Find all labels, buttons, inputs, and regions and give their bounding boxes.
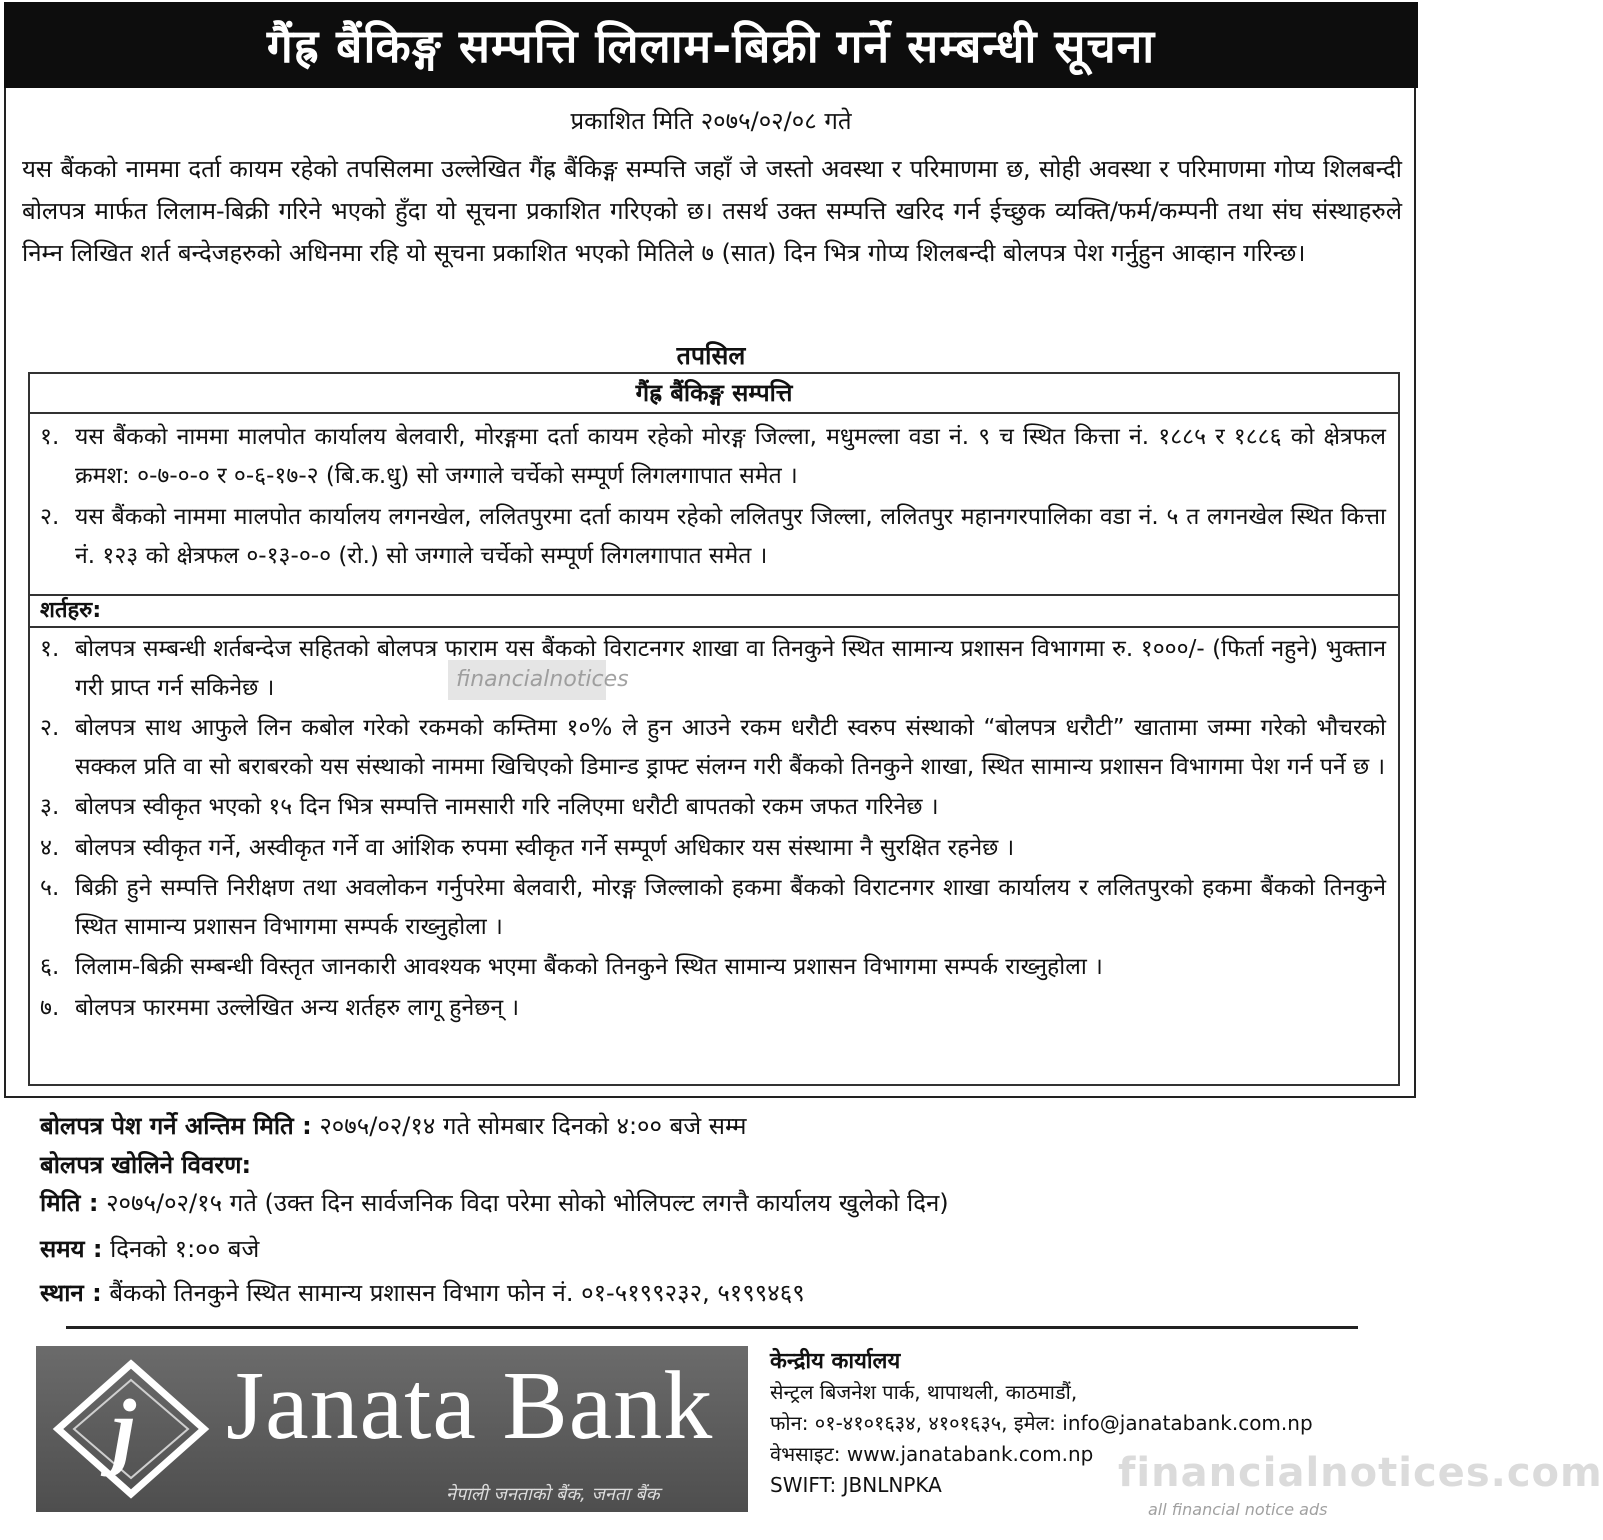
opening-heading: बोलपत्र खोलिने विवरण: bbox=[40, 1151, 252, 1179]
published-date: प्रकाशित मिति २०७५/०२/०८ गते bbox=[570, 107, 852, 135]
list-item bbox=[30, 869, 1398, 946]
watermark-big: financialnotices.com bbox=[1118, 1450, 1603, 1496]
item-number: ५. bbox=[40, 875, 60, 901]
office-swift: SWIFT: JBNLNPKA bbox=[770, 1473, 942, 1497]
bank-name: Janata Bank bbox=[226, 1352, 714, 1460]
item-number: १. bbox=[40, 636, 60, 662]
list-item bbox=[30, 498, 1398, 576]
terms-list bbox=[30, 628, 1398, 1027]
item-text: बोलपत्र साथ आफुले लिन कबोल गरेको रकमको कम्तिमा १०% ले हुन आउने रकम धरौटी स्वरुप संस्थाको “बोलपत्र धरौटी” खातामा जम्मा गरेको भौचरको सक्कल प्रति वा सो बराबरको यस संस्थाको नाममा खिचिएको डिमान्ड ड्राफ्ट संलग्न गरी बैंकको तिनकुने शाखा, स्थित सामान्य प्रशासन विभागमा पेश गर्न पर्ने छ । bbox=[75, 715, 1386, 780]
deadline-label: बोलपत्र पेश गर्ने अन्तिम मिति : bbox=[40, 1112, 312, 1140]
item-number: ४. bbox=[40, 834, 60, 861]
deadline-line bbox=[40, 1106, 747, 1146]
list-item bbox=[30, 788, 1398, 827]
opening-time-line bbox=[40, 1232, 259, 1265]
item-text: बोलपत्र सम्बन्धी शर्तबन्देज सहितको बोलपत्र फाराम यस बैंकको विराटनगर शाखा वा तिनकुने स्थित सामान्य प्रशासन विभागमा रु. १०००/- (फिर्ता नहुने) भुक्तान गरी प्राप्त गर्न सकिनेछ । bbox=[75, 636, 1386, 701]
office-phone: फोन: ०१-४१०१६३४, ४१०१६३५, इमेल: info@janatabank.com.np bbox=[770, 1411, 1313, 1435]
list-item bbox=[30, 989, 1398, 1028]
footer-divider bbox=[66, 1326, 1358, 1329]
list-item bbox=[30, 630, 1398, 707]
schedule-title: तपसिल bbox=[676, 341, 746, 370]
item-text: यस बैंकको नाममा मालपोत कार्यालय बेलवारी, मोरङ्गमा दर्ता कायम रहेको मोरङ्ग जिल्ला, मधुमल्ला वडा नं. ९ च स्थित कित्ता नं. १८८५ र १८८६ को क्षेत्रफल क्रमश: ०-७-०-० र ०-६-१७-२ (बि.क.धु) सो जग्गाले चर्चेको सम्पूर्ण लिगलगापात समेत । bbox=[75, 424, 1386, 489]
list-item bbox=[30, 948, 1398, 987]
item-text: यस बैंकको नाममा मालपोत कार्यालय लगनखेल, ललितपुरमा दर्ता कायम रहेको ललितपुर जिल्ला, ललितपुर महानगरपालिका वडा नं. ५ त लगनखेल स्थित कित्ता नं. १२३ को क्षेत्रफल ०-१३-०-० (रो.) सो जग्गाले चर्चेको सम्पूर्ण लिगलगापात समेत । bbox=[75, 504, 1386, 569]
deadline-value: २०७५/०२/१४ गते सोमबार दिनको ४:०० बजे सम्म bbox=[319, 1112, 747, 1140]
assets-list bbox=[30, 414, 1398, 576]
terms-box bbox=[28, 596, 1400, 1086]
assets-heading: गैंह्र बैंकिङ्ग सम्पत्ति bbox=[30, 374, 1398, 414]
intro-paragraph: यस बैंकको नाममा दर्ता कायम रहेको तपसिलमा उल्लेखित गैंह्र बैंकिङ्ग सम्पत्ति जहाँ जे जस्तो अवस्था र परिमाणमा छ, सोही अवस्था र परिमाणमा गोप्य शिलबन्दी बोलपत्र मार्फत लिलाम-बिक्री गरिने भएको हुँदा यो सूचना प्रकाशित गरिएको छ। तसर्थ उक्त सम्पत्ति खरिद गर्न ईच्छुक व्यक्ति/फर्म/कम्पनी तथा संघ संस्थाहरुले निम्न लिखित शर्त बन्देजहरुको अधिनमा रहि यो सूचना प्रकाशित भएको मितिले ७ (सात) दिन भित्र गोप्य शिलबन्दी बोलपत्र पेश गर्नुहुन आव्हान गरिन्छ। bbox=[22, 155, 1402, 267]
item-number: १. bbox=[40, 424, 60, 450]
opening-place-label: स्थान : bbox=[40, 1279, 102, 1307]
item-number: ३. bbox=[40, 794, 60, 820]
watermark-small: all financial notice ads bbox=[1148, 1500, 1328, 1519]
office-heading: केन्द्रीय कार्यालय bbox=[770, 1349, 901, 1374]
opening-time-label: समय : bbox=[40, 1235, 103, 1263]
item-text: बोलपत्र फारममा उल्लेखित अन्य शर्तहरु लागू हुनेछन् । bbox=[75, 994, 520, 1021]
office-address: सेन्ट्रल बिजनेश पार्क, थापाथली, काठमाडौं, bbox=[770, 1380, 1078, 1404]
watermark-mid: financialnotices bbox=[448, 660, 606, 700]
assets-box bbox=[28, 372, 1400, 596]
item-number: २. bbox=[40, 715, 60, 741]
terms-heading: शर्तहरु: bbox=[30, 596, 1398, 628]
item-text: बोलपत्र स्वीकृत भएको १५ दिन भित्र सम्पत्ति नामसारी गरि नलिएमा धरौटी बापतको रकम जफत गरिनेछ । bbox=[75, 794, 939, 820]
item-number: ७. bbox=[40, 994, 60, 1021]
office-website: वेभसाइट: www.janatabank.com.np bbox=[770, 1442, 1094, 1466]
item-text: बोलपत्र स्वीकृत गर्ने, अस्वीकृत गर्ने वा आंशिक रुपमा स्वीकृत गर्ने सम्पूर्ण अधिकार यस संस्थामा नै सुरक्षित रहनेछ । bbox=[75, 834, 1015, 861]
item-text: बिक्री हुने सम्पत्ति निरीक्षण तथा अवलोकन गर्नुपरेमा बेलवारी, मोरङ्ग जिल्लाको हकमा बैंकको विराटनगर शाखा कार्यालय र ललितपुरको हकमा बैंकको तिनकुने स्थित सामान्य प्रशासन विभागमा सम्पर्क राख्नुहोला । bbox=[75, 875, 1386, 940]
list-item bbox=[30, 829, 1398, 868]
item-text: लिलाम-बिक्री सम्बन्धी विस्तृत जानकारी आवश्यक भएमा बैंकको तिनकुने स्थित सामान्य प्रशासन विभागमा सम्पर्क राख्नुहोला । bbox=[75, 954, 1103, 980]
notice-title: गैंह्र बैंकिङ्ग सम्पत्ति लिलाम-बिक्री गर्ने सम्बन्धी सूचना bbox=[4, 2, 1418, 88]
bank-tagline: नेपाली जनताको बैंक, जनता बैंक bbox=[446, 1484, 660, 1505]
opening-date-label: मिति : bbox=[40, 1189, 99, 1217]
list-item bbox=[30, 709, 1398, 786]
opening-place-line bbox=[40, 1276, 805, 1309]
list-item bbox=[30, 418, 1398, 496]
bank-logo bbox=[36, 1346, 748, 1512]
opening-date-value: २०७५/०२/१५ गते (उक्त दिन सार्वजनिक विदा परेमा सोको भोलिपल्ट लगत्तै कार्यालय खुलेको दिन) bbox=[106, 1189, 949, 1217]
opening-date-line bbox=[40, 1186, 949, 1219]
opening-place-value: बैंकको तिनकुने स्थित सामान्य प्रशासन विभाग फोन नं. ०१-५१९९२३२, ५१९९४६९ bbox=[109, 1279, 805, 1307]
opening-time-value: दिनको १:०० बजे bbox=[110, 1235, 260, 1263]
item-number: २. bbox=[40, 504, 60, 530]
item-number: ६. bbox=[40, 954, 60, 980]
svg-text:j: j bbox=[112, 1381, 136, 1477]
